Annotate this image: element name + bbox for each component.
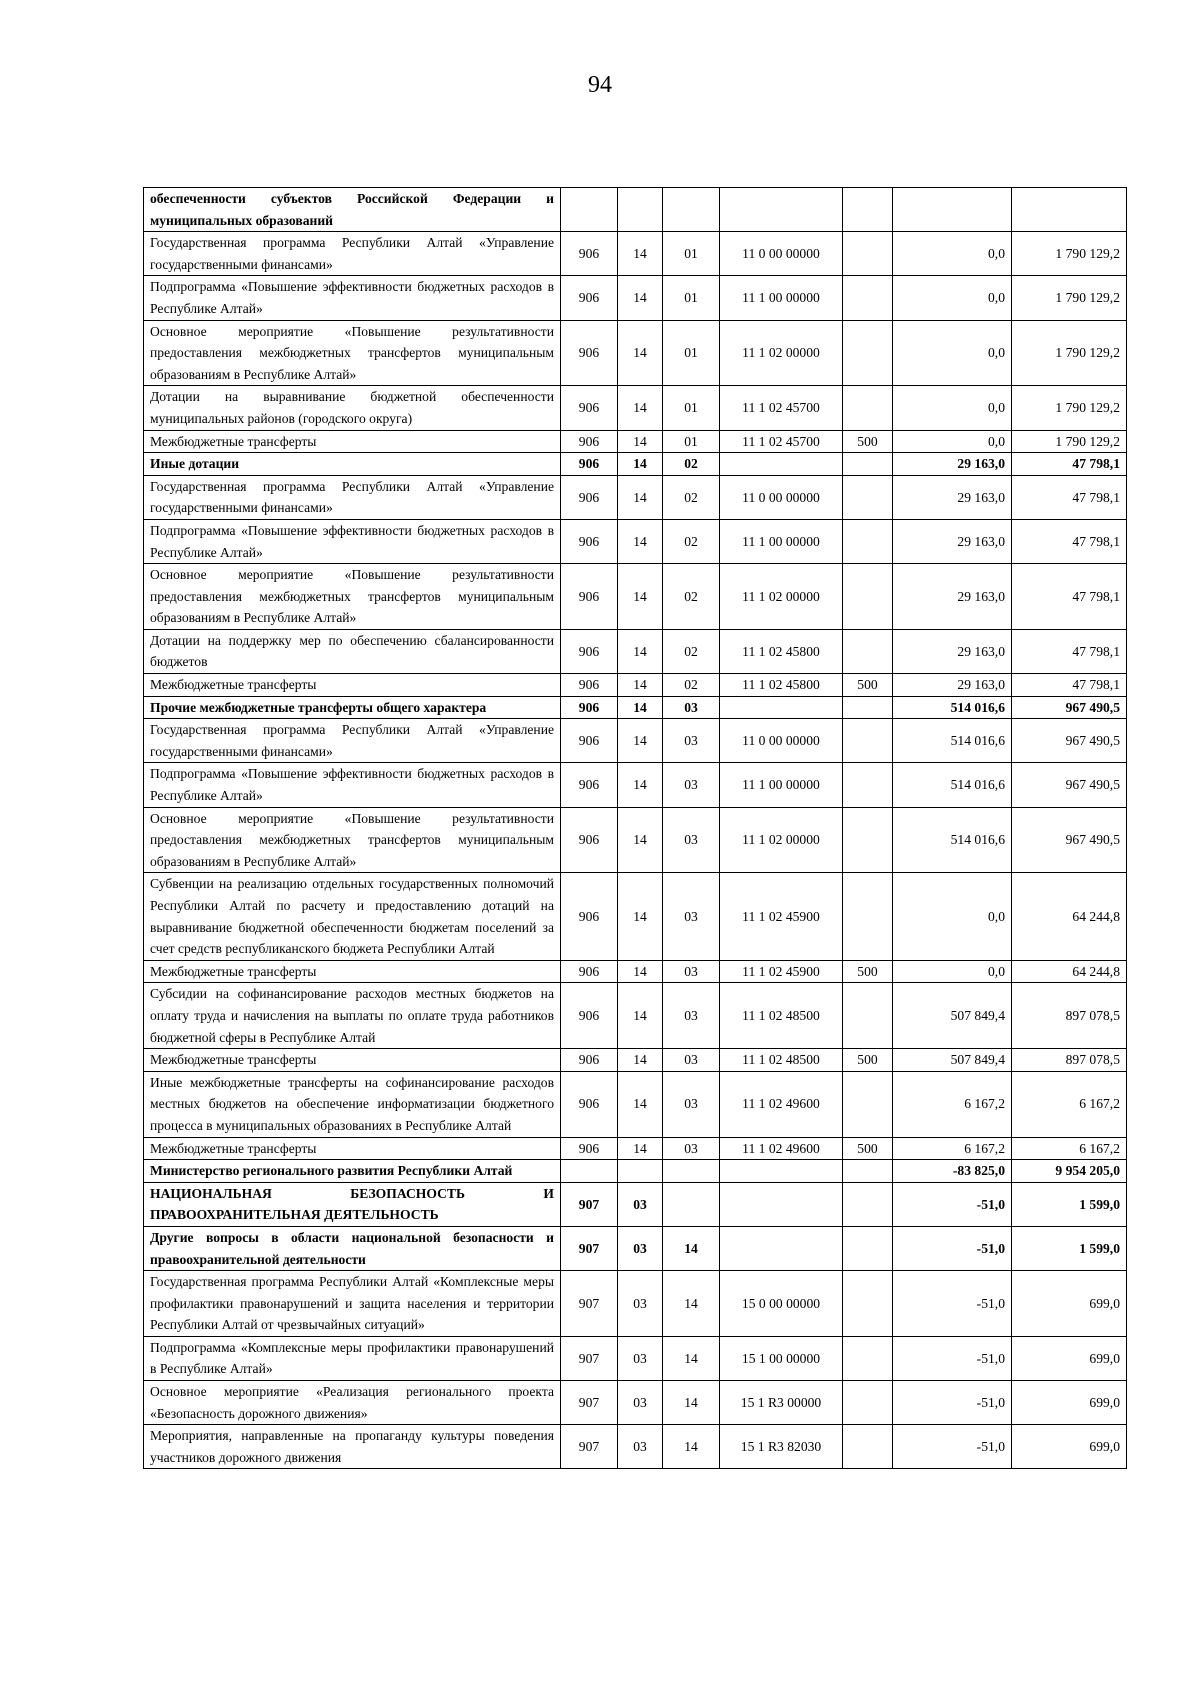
row-name: Государственная программа Республики Алтай «Комплексные меры профилактики правонарушений и защита населения и территории Республики Алтай от чрезвычайных ситуаций» [144, 1271, 561, 1337]
row-subsection-code [663, 188, 720, 232]
row-section-code: 14 [618, 674, 663, 697]
table-row [144, 1381, 1127, 1425]
row-ministry-code: 906 [561, 807, 618, 873]
row-target-article: 15 0 00 00000 [720, 1271, 843, 1337]
row-amount-2: 897 078,5 [1012, 1049, 1127, 1072]
row-expense-type: 500 [843, 430, 893, 453]
row-amount-2: 967 490,5 [1012, 719, 1127, 763]
row-subsection-code: 02 [663, 674, 720, 697]
row-section-code: 14 [618, 564, 663, 630]
row-target-article: 15 1 R3 82030 [720, 1425, 843, 1469]
row-section-code: 14 [618, 232, 663, 276]
row-expense-type [843, 1160, 893, 1183]
row-expense-type [843, 564, 893, 630]
row-amount-1: -51,0 [893, 1271, 1012, 1337]
row-subsection-code [663, 1160, 720, 1183]
row-name: обеспеченности субъектов Российской Федерации и муниципальных образований [144, 188, 561, 232]
row-subsection-code: 01 [663, 232, 720, 276]
row-amount-1: 0,0 [893, 276, 1012, 320]
row-name: Межбюджетные трансферты [144, 1137, 561, 1160]
row-subsection-code: 02 [663, 629, 720, 673]
row-ministry-code: 906 [561, 564, 618, 630]
table-row [144, 1336, 1127, 1380]
row-amount-1: -51,0 [893, 1182, 1012, 1226]
row-name: Государственная программа Республики Алтай «Управление государственными финансами» [144, 719, 561, 763]
row-section-code: 03 [618, 1182, 663, 1226]
row-expense-type: 500 [843, 1137, 893, 1160]
row-amount-2: 967 490,5 [1012, 807, 1127, 873]
row-target-article: 11 0 00 00000 [720, 719, 843, 763]
row-target-article: 11 1 00 00000 [720, 519, 843, 563]
row-ministry-code: 907 [561, 1425, 618, 1469]
row-section-code: 03 [618, 1226, 663, 1270]
row-amount-2: 699,0 [1012, 1271, 1127, 1337]
table-row [144, 475, 1127, 519]
row-subsection-code: 03 [663, 719, 720, 763]
row-expense-type [843, 1336, 893, 1380]
row-target-article: 11 1 02 48500 [720, 1049, 843, 1072]
row-amount-2: 1 599,0 [1012, 1182, 1127, 1226]
table-row [144, 960, 1127, 983]
row-amount-2: 1 790 129,2 [1012, 320, 1127, 386]
row-subsection-code: 03 [663, 1137, 720, 1160]
row-section-code: 14 [618, 1049, 663, 1072]
row-amount-1: 0,0 [893, 386, 1012, 430]
row-expense-type [843, 1271, 893, 1337]
row-amount-1 [893, 188, 1012, 232]
row-name: Межбюджетные трансферты [144, 1049, 561, 1072]
row-section-code: 14 [618, 475, 663, 519]
row-section-code: 14 [618, 430, 663, 453]
row-section-code: 14 [618, 983, 663, 1049]
table-row [144, 1182, 1127, 1226]
row-subsection-code: 02 [663, 519, 720, 563]
row-subsection-code: 03 [663, 696, 720, 719]
row-name: Государственная программа Республики Алтай «Управление государственными финансами» [144, 232, 561, 276]
table-row [144, 1425, 1127, 1469]
row-name: Подпрограмма «Комплексные меры профилактики правонарушений в Республике Алтай» [144, 1336, 561, 1380]
row-expense-type [843, 719, 893, 763]
row-amount-1: 0,0 [893, 873, 1012, 960]
row-name: Подпрограмма «Повышение эффективности бюджетных расходов в Республике Алтай» [144, 763, 561, 807]
row-ministry-code: 906 [561, 1071, 618, 1137]
row-target-article: 11 1 02 45700 [720, 430, 843, 453]
row-expense-type [843, 1425, 893, 1469]
row-expense-type [843, 519, 893, 563]
row-expense-type [843, 475, 893, 519]
row-amount-1: 29 163,0 [893, 453, 1012, 476]
row-amount-2: 9 954 205,0 [1012, 1160, 1127, 1183]
row-amount-2: 47 798,1 [1012, 453, 1127, 476]
row-subsection-code: 14 [663, 1226, 720, 1270]
row-section-code: 14 [618, 960, 663, 983]
row-target-article [720, 1160, 843, 1183]
row-name: Другие вопросы в области национальной безопасности и правоохранительной деятельности [144, 1226, 561, 1270]
row-subsection-code: 02 [663, 564, 720, 630]
row-amount-1: 29 163,0 [893, 674, 1012, 697]
row-name: Основное мероприятие «Повышение результативности предоставления межбюджетных трансфертов муниципальным образованиям в Республике Алтай» [144, 320, 561, 386]
row-target-article: 11 1 02 49600 [720, 1137, 843, 1160]
row-subsection-code: 02 [663, 453, 720, 476]
row-section-code [618, 188, 663, 232]
row-amount-2: 64 244,8 [1012, 873, 1127, 960]
row-expense-type [843, 320, 893, 386]
row-amount-2: 1 599,0 [1012, 1226, 1127, 1270]
row-ministry-code: 907 [561, 1271, 618, 1337]
row-amount-2: 967 490,5 [1012, 696, 1127, 719]
row-amount-1: -51,0 [893, 1381, 1012, 1425]
table-row [144, 453, 1127, 476]
row-expense-type [843, 696, 893, 719]
row-amount-1: -51,0 [893, 1425, 1012, 1469]
row-name: Субвенции на реализацию отдельных государственных полномочий Республики Алтай по расчету и предоставлению дотаций на выравнивание бюджетной обеспеченности бюджетам поселений за счет средств республиканского бюджета Республики Алтай [144, 873, 561, 960]
row-name: Дотации на поддержку мер по обеспечению сбалансированности бюджетов [144, 629, 561, 673]
row-expense-type: 500 [843, 674, 893, 697]
row-amount-2: 1 790 129,2 [1012, 276, 1127, 320]
row-expense-type [843, 629, 893, 673]
table-row [144, 807, 1127, 873]
row-ministry-code: 906 [561, 519, 618, 563]
row-expense-type: 500 [843, 1049, 893, 1072]
row-ministry-code: 906 [561, 430, 618, 453]
row-amount-1: -51,0 [893, 1336, 1012, 1380]
row-target-article [720, 188, 843, 232]
table-row [144, 232, 1127, 276]
row-amount-2: 47 798,1 [1012, 674, 1127, 697]
row-ministry-code: 906 [561, 232, 618, 276]
row-ministry-code: 906 [561, 629, 618, 673]
row-name: Основное мероприятие «Реализация регионального проекта «Безопасность дорожного движения» [144, 1381, 561, 1425]
row-subsection-code: 14 [663, 1381, 720, 1425]
row-amount-1: 514 016,6 [893, 696, 1012, 719]
row-section-code: 14 [618, 320, 663, 386]
row-subsection-code: 14 [663, 1425, 720, 1469]
table-row [144, 1271, 1127, 1337]
row-name: Дотации на выравнивание бюджетной обеспеченности муниципальных районов (городского округа) [144, 386, 561, 430]
table-row [144, 188, 1127, 232]
row-amount-2: 699,0 [1012, 1381, 1127, 1425]
row-target-article: 11 1 02 45800 [720, 629, 843, 673]
table-row [144, 1160, 1127, 1183]
row-expense-type [843, 232, 893, 276]
row-ministry-code: 906 [561, 696, 618, 719]
row-section-code: 14 [618, 807, 663, 873]
row-subsection-code [663, 1182, 720, 1226]
row-subsection-code: 01 [663, 386, 720, 430]
row-name: Прочие межбюджетные трансферты общего характера [144, 696, 561, 719]
row-amount-1: 29 163,0 [893, 629, 1012, 673]
row-section-code: 14 [618, 763, 663, 807]
row-section-code: 03 [618, 1425, 663, 1469]
row-section-code: 14 [618, 276, 663, 320]
row-name: Министерство регионального развития Республики Алтай [144, 1160, 561, 1183]
row-section-code: 14 [618, 629, 663, 673]
row-amount-2: 1 790 129,2 [1012, 232, 1127, 276]
page-number: 94 [588, 72, 612, 98]
row-amount-2: 897 078,5 [1012, 983, 1127, 1049]
row-subsection-code: 01 [663, 276, 720, 320]
row-name: Иные межбюджетные трансферты на софинансирование расходов местных бюджетов на обеспечение информатизации бюджетного процесса в муниципальных образованиях в Республике Алтай [144, 1071, 561, 1137]
row-section-code: 14 [618, 1071, 663, 1137]
row-target-article [720, 453, 843, 476]
row-ministry-code: 906 [561, 960, 618, 983]
row-subsection-code: 03 [663, 763, 720, 807]
row-ministry-code: 906 [561, 453, 618, 476]
row-amount-1: 29 163,0 [893, 475, 1012, 519]
row-ministry-code: 907 [561, 1182, 618, 1226]
row-amount-2: 64 244,8 [1012, 960, 1127, 983]
row-amount-2: 47 798,1 [1012, 475, 1127, 519]
row-amount-2: 6 167,2 [1012, 1071, 1127, 1137]
table-row [144, 983, 1127, 1049]
row-expense-type [843, 983, 893, 1049]
row-subsection-code: 03 [663, 873, 720, 960]
row-name: Межбюджетные трансферты [144, 674, 561, 697]
table-row [144, 696, 1127, 719]
row-expense-type [843, 1226, 893, 1270]
row-amount-1: -83 825,0 [893, 1160, 1012, 1183]
row-ministry-code: 906 [561, 320, 618, 386]
row-subsection-code: 14 [663, 1271, 720, 1337]
row-subsection-code: 14 [663, 1336, 720, 1380]
row-amount-1: 507 849,4 [893, 983, 1012, 1049]
row-ministry-code [561, 188, 618, 232]
row-amount-2: 47 798,1 [1012, 629, 1127, 673]
row-name: Основное мероприятие «Повышение результативности предоставления межбюджетных трансфертов муниципальным образованиям в Республике Алтай» [144, 564, 561, 630]
row-target-article [720, 1182, 843, 1226]
row-target-article: 11 1 02 00000 [720, 807, 843, 873]
row-target-article: 11 0 00 00000 [720, 232, 843, 276]
row-ministry-code: 906 [561, 719, 618, 763]
row-expense-type [843, 1182, 893, 1226]
row-expense-type [843, 807, 893, 873]
row-amount-2: 699,0 [1012, 1425, 1127, 1469]
row-name: Государственная программа Республики Алтай «Управление государственными финансами» [144, 475, 561, 519]
row-ministry-code: 907 [561, 1381, 618, 1425]
row-amount-1: 0,0 [893, 960, 1012, 983]
row-amount-2: 699,0 [1012, 1336, 1127, 1380]
table-row [144, 674, 1127, 697]
budget-table [143, 187, 1127, 1469]
row-amount-2: 47 798,1 [1012, 564, 1127, 630]
row-amount-1: 514 016,6 [893, 807, 1012, 873]
row-amount-1: 0,0 [893, 320, 1012, 386]
row-target-article: 15 1 R3 00000 [720, 1381, 843, 1425]
row-amount-2 [1012, 188, 1127, 232]
row-name: Подпрограмма «Повышение эффективности бюджетных расходов в Республике Алтай» [144, 276, 561, 320]
row-target-article: 15 1 00 00000 [720, 1336, 843, 1380]
row-target-article [720, 1226, 843, 1270]
row-expense-type: 500 [843, 960, 893, 983]
row-expense-type [843, 1381, 893, 1425]
row-amount-2: 1 790 129,2 [1012, 430, 1127, 453]
row-ministry-code: 907 [561, 1226, 618, 1270]
row-target-article: 11 1 02 45900 [720, 873, 843, 960]
table-row [144, 873, 1127, 960]
row-subsection-code: 03 [663, 1071, 720, 1137]
row-section-code: 03 [618, 1271, 663, 1337]
row-name: Подпрограмма «Повышение эффективности бюджетных расходов в Республике Алтай» [144, 519, 561, 563]
row-target-article: 11 0 00 00000 [720, 475, 843, 519]
row-name: НАЦИОНАЛЬНАЯ БЕЗОПАСНОСТЬ И ПРАВООХРАНИТЕЛЬНАЯ ДЕЯТЕЛЬНОСТЬ [144, 1182, 561, 1226]
row-subsection-code: 02 [663, 475, 720, 519]
row-target-article [720, 696, 843, 719]
row-ministry-code: 906 [561, 983, 618, 1049]
row-section-code: 14 [618, 719, 663, 763]
row-ministry-code: 906 [561, 475, 618, 519]
row-amount-2: 6 167,2 [1012, 1137, 1127, 1160]
row-ministry-code: 907 [561, 1336, 618, 1380]
row-ministry-code: 906 [561, 763, 618, 807]
row-amount-1: 514 016,6 [893, 719, 1012, 763]
row-target-article: 11 1 02 45900 [720, 960, 843, 983]
row-name: Межбюджетные трансферты [144, 430, 561, 453]
row-amount-2: 967 490,5 [1012, 763, 1127, 807]
row-name: Межбюджетные трансферты [144, 960, 561, 983]
row-amount-2: 47 798,1 [1012, 519, 1127, 563]
row-subsection-code: 03 [663, 960, 720, 983]
row-target-article: 11 1 02 00000 [720, 564, 843, 630]
row-expense-type [843, 763, 893, 807]
table-row [144, 386, 1127, 430]
row-expense-type [843, 873, 893, 960]
row-amount-1: 0,0 [893, 232, 1012, 276]
table-row [144, 1137, 1127, 1160]
row-amount-2: 1 790 129,2 [1012, 386, 1127, 430]
row-amount-1: 6 167,2 [893, 1071, 1012, 1137]
row-target-article: 11 1 02 45800 [720, 674, 843, 697]
row-section-code: 14 [618, 453, 663, 476]
row-ministry-code: 906 [561, 674, 618, 697]
table-row [144, 719, 1127, 763]
row-section-code: 14 [618, 519, 663, 563]
table-row [144, 564, 1127, 630]
row-section-code: 14 [618, 873, 663, 960]
row-subsection-code: 03 [663, 1049, 720, 1072]
row-target-article: 11 1 02 45700 [720, 386, 843, 430]
row-section-code: 14 [618, 696, 663, 719]
row-amount-1: -51,0 [893, 1226, 1012, 1270]
row-section-code: 14 [618, 1137, 663, 1160]
row-target-article: 11 1 00 00000 [720, 276, 843, 320]
row-amount-1: 6 167,2 [893, 1137, 1012, 1160]
row-amount-1: 0,0 [893, 430, 1012, 453]
row-name: Иные дотации [144, 453, 561, 476]
row-section-code [618, 1160, 663, 1183]
row-name: Мероприятия, направленные на пропаганду культуры поведения участников дорожного движения [144, 1425, 561, 1469]
row-target-article: 11 1 02 49600 [720, 1071, 843, 1137]
row-name: Основное мероприятие «Повышение результативности предоставления межбюджетных трансфертов муниципальным образованиям в Республике Алтай» [144, 807, 561, 873]
row-target-article: 11 1 02 48500 [720, 983, 843, 1049]
row-amount-1: 514 016,6 [893, 763, 1012, 807]
row-target-article: 11 1 00 00000 [720, 763, 843, 807]
row-expense-type [843, 276, 893, 320]
row-section-code: 03 [618, 1381, 663, 1425]
table-row [144, 320, 1127, 386]
row-section-code: 03 [618, 1336, 663, 1380]
row-amount-1: 29 163,0 [893, 519, 1012, 563]
table-row [144, 629, 1127, 673]
table-row [144, 1071, 1127, 1137]
row-amount-1: 29 163,0 [893, 564, 1012, 630]
table-row [144, 1226, 1127, 1270]
table-row [144, 1049, 1127, 1072]
row-expense-type [843, 188, 893, 232]
row-ministry-code: 906 [561, 1137, 618, 1160]
row-subsection-code: 01 [663, 430, 720, 453]
table-row [144, 519, 1127, 563]
row-subsection-code: 03 [663, 807, 720, 873]
row-subsection-code: 01 [663, 320, 720, 386]
row-name: Субсидии на софинансирование расходов местных бюджетов на оплату труда и начисления на выплаты по оплате труда работников бюджетной сферы в Республике Алтай [144, 983, 561, 1049]
row-section-code: 14 [618, 386, 663, 430]
table-row [144, 763, 1127, 807]
row-target-article: 11 1 02 00000 [720, 320, 843, 386]
row-expense-type [843, 386, 893, 430]
row-ministry-code: 906 [561, 386, 618, 430]
row-expense-type [843, 1071, 893, 1137]
row-subsection-code: 03 [663, 983, 720, 1049]
row-ministry-code: 906 [561, 1049, 618, 1072]
row-amount-1: 507 849,4 [893, 1049, 1012, 1072]
row-expense-type [843, 453, 893, 476]
table-row [144, 430, 1127, 453]
row-ministry-code: 906 [561, 873, 618, 960]
row-ministry-code [561, 1160, 618, 1183]
row-ministry-code: 906 [561, 276, 618, 320]
table-row [144, 276, 1127, 320]
